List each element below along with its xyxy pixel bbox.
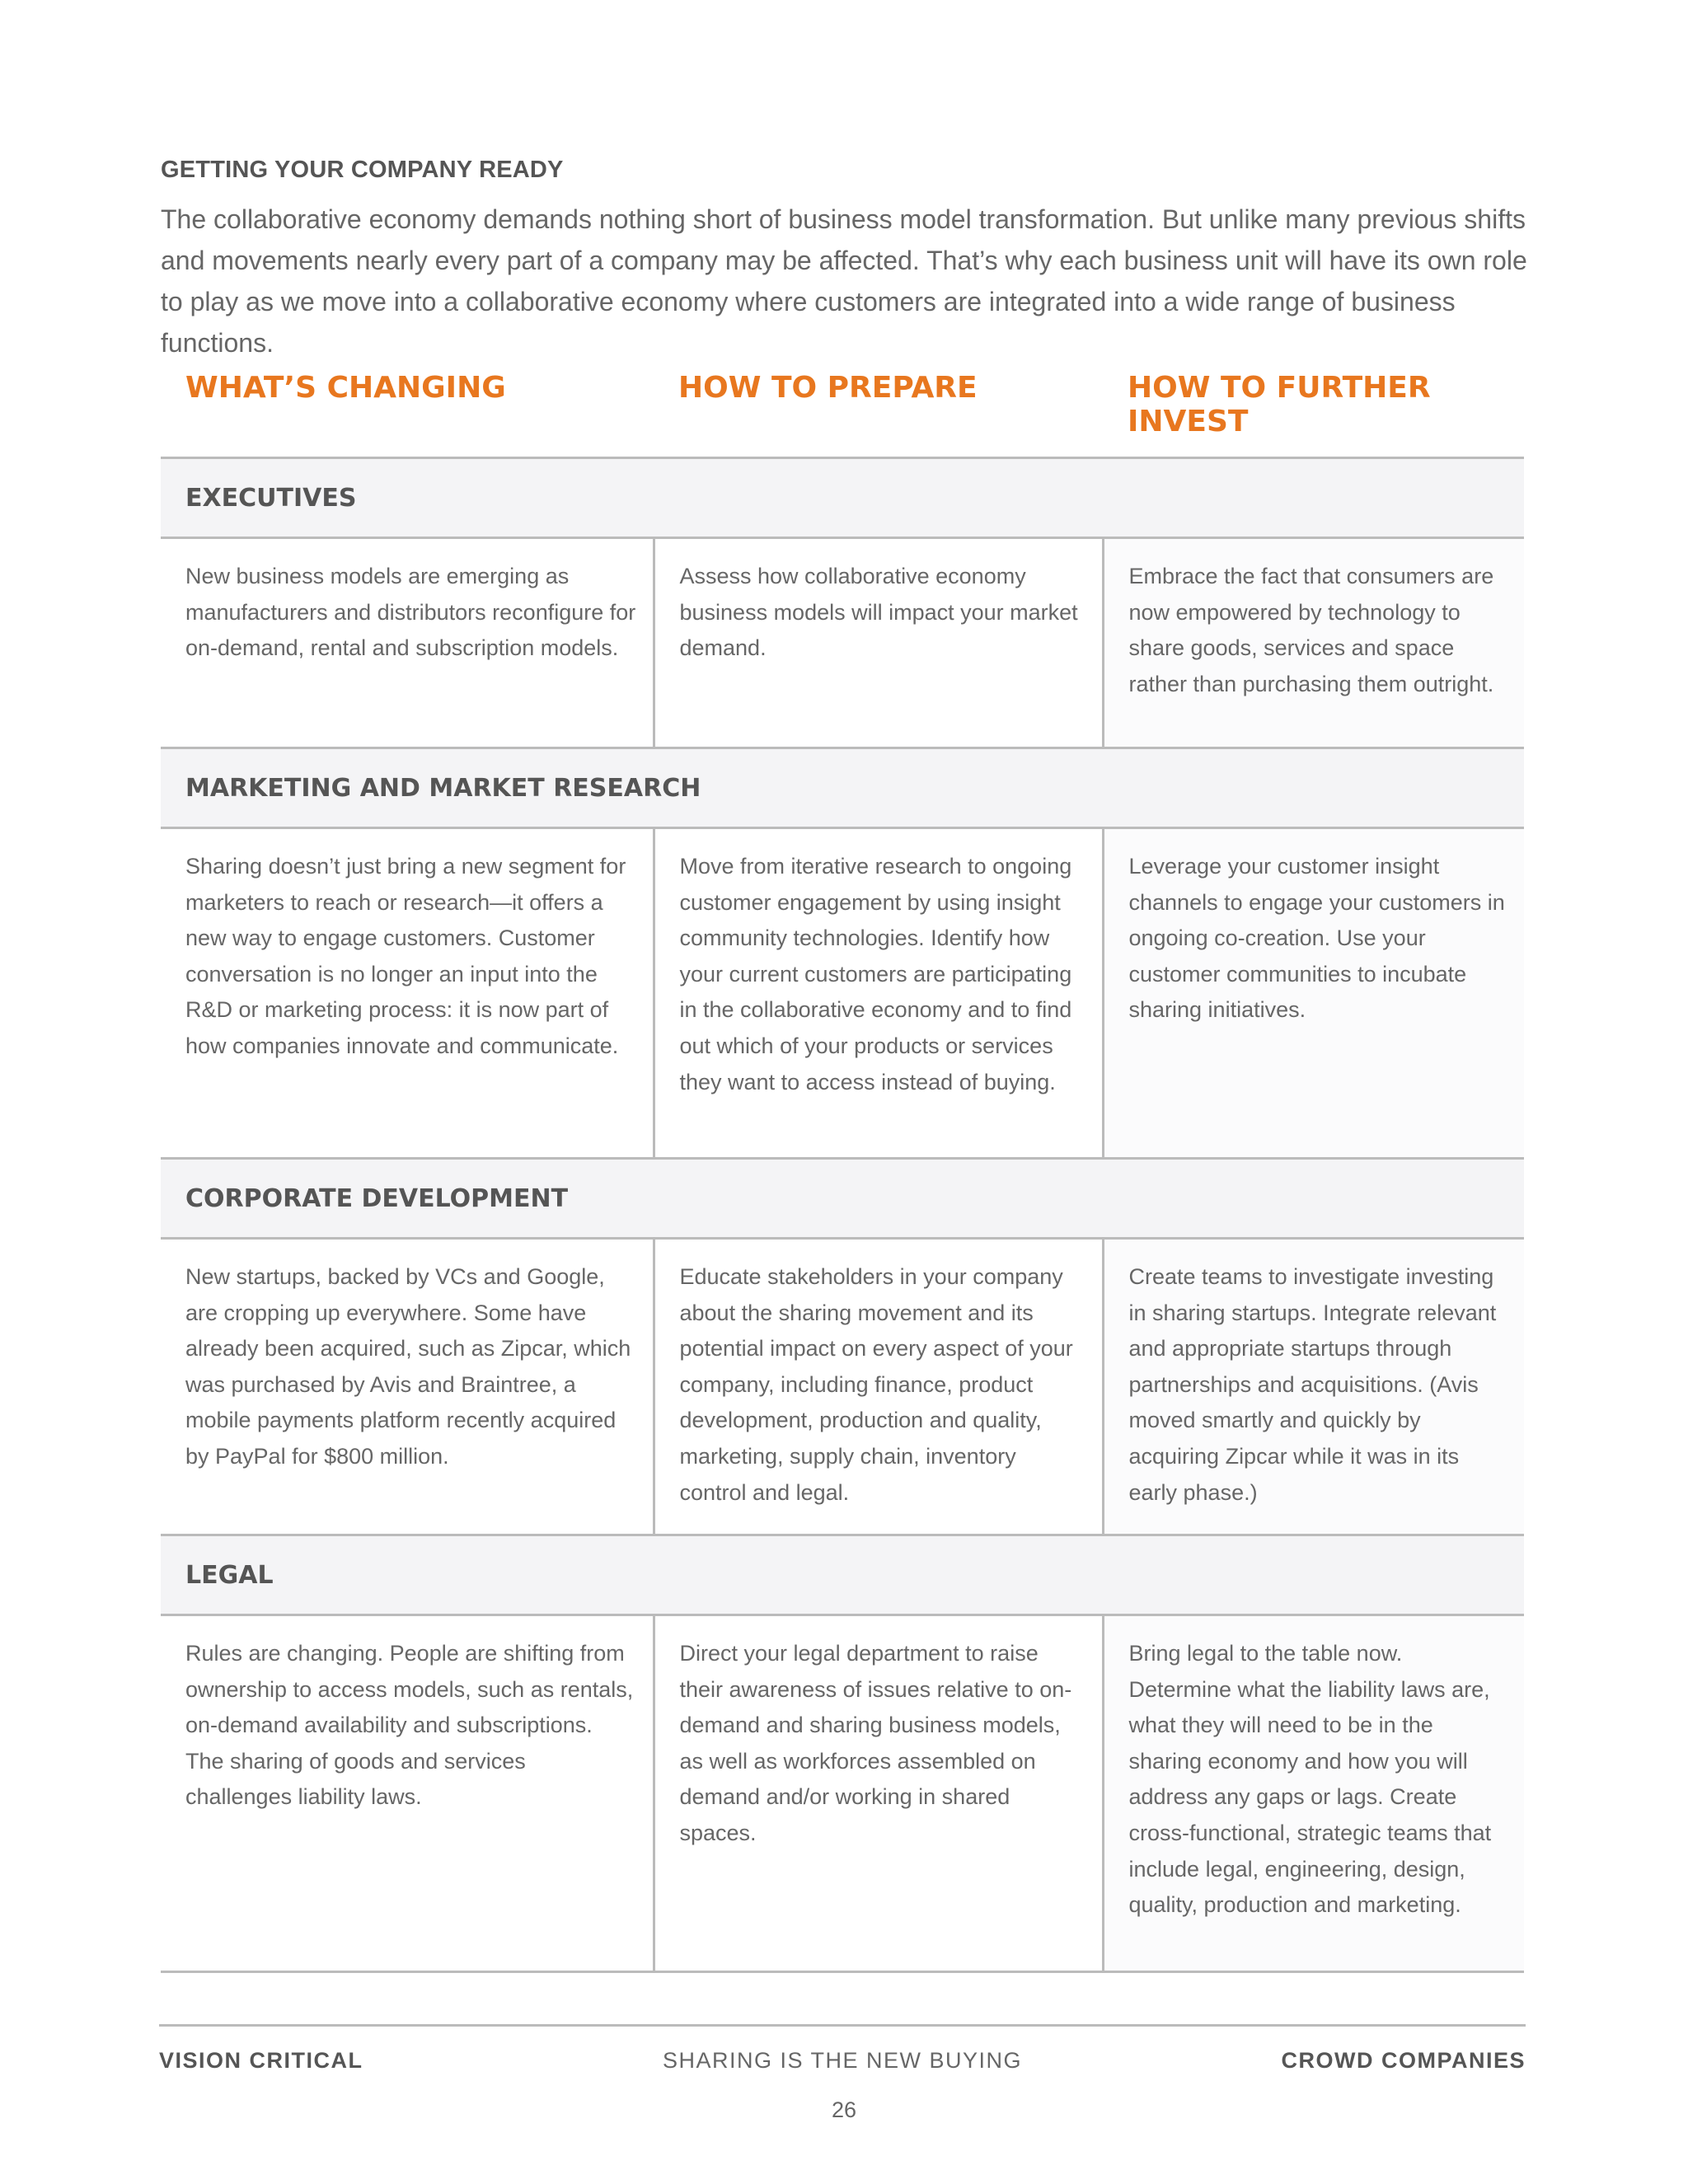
footer-divider [159, 2024, 1526, 2027]
cell-how-to-further-invest: Create teams to investigate investing in sharing startups. Integrate relevant and appropriate startups through partnerships and acquisitions. (Avis moved smartly and quickly by acquiring Zipcar while it was in its early phase.) [1103, 1239, 1524, 1535]
footer-left-text: VISION CRITICAL [159, 2048, 363, 2073]
table-row [161, 538, 1524, 748]
intro-body: The collaborative economy demands nothing short of business model transformation. But unlike many previous shifts and movements nearly every part of a company may be affected. That’s why each business unit will have its own role to play as we move into a collaborative economy where customers are integrated into a wide range of business functions. [161, 204, 1527, 358]
column-header-whats-changing: WHAT’S CHANGING [161, 363, 654, 458]
section-title-corporate-development: CORPORATE DEVELOPMENT [161, 1159, 1524, 1239]
cell-how-to-further-invest: Embrace the fact that consumers are now empowered by technology to share goods, services and space rather than purchasing them outright. [1103, 538, 1524, 748]
table-row [161, 1239, 1524, 1535]
footer-center-text: SHARING IS THE NEW BUYING [662, 2048, 1023, 2073]
cell-whats-changing: Sharing doesn’t just bring a new segment for marketers to reach or research—it offers a new way to engage customers. Customer conversation is no longer an input into the R&D or marketing process: it is now part of how companies innovate and communicate. [161, 828, 654, 1159]
section-title-executives: EXECUTIVES [161, 458, 1524, 538]
footer-right-text: CROWD COMPANIES [1281, 2048, 1526, 2073]
column-header-row [161, 363, 1524, 458]
table-row [161, 1615, 1524, 1972]
page-footer [159, 2048, 1526, 2081]
comparison-table [161, 363, 1524, 1973]
section-title-legal: LEGAL [161, 1535, 1524, 1615]
section-header-row [161, 748, 1524, 828]
cell-how-to-prepare: Assess how collaborative economy business models will impact your market demand. [654, 538, 1103, 748]
cell-how-to-further-invest: Leverage your customer insight channels to engage your customers in ongoing co-creation. Use your customer communities to incubate sharing initiatives. [1103, 828, 1524, 1159]
intro-title: GETTING YOUR COMPANY READY [161, 157, 564, 183]
cell-how-to-prepare: Educate stakeholders in your company about the sharing movement and its potential impact on every aspect of your company, including finance, product development, production and quality, marketing, supply chain, inventory control and legal. [654, 1239, 1103, 1535]
page-number: 26 [831, 2097, 857, 2122]
section-header-row [161, 458, 1524, 538]
section-header-row [161, 1159, 1524, 1239]
cell-how-to-prepare: Move from iterative research to ongoing customer engagement by using insight community technologies. Identify how your current customers are participating in the collaborative economy and to find out which of your products or services they want to access instead of buying. [654, 828, 1103, 1159]
cell-whats-changing: New business models are emerging as manufacturers and distributors reconfigure for on-demand, rental and subscription models. [161, 538, 654, 748]
column-header-how-to-further-invest: HOW TO FURTHER INVEST [1103, 363, 1524, 458]
column-header-how-to-prepare: HOW TO PREPARE [654, 363, 1103, 458]
cell-how-to-further-invest: Bring legal to the table now. Determine what the liability laws are, what they will need to be in the sharing economy and how you will address any gaps or lags. Create cross-functional, strategic teams that include legal, engineering, design, quality, production and marketing. [1103, 1615, 1524, 1972]
cell-whats-changing: Rules are changing. People are shifting from ownership to access models, such as rentals, on-demand availability and subscriptions. The sharing of goods and services challenges liability laws. [161, 1615, 654, 1972]
cell-whats-changing: New startups, backed by VCs and Google, are cropping up everywhere. Some have already been acquired, such as Zipcar, which was purchased by Avis and Braintree, a mobile payments platform recently acquired by PayPal for $800 million. [161, 1239, 654, 1535]
cell-how-to-prepare: Direct your legal department to raise their awareness of issues relative to on-demand and sharing business models, as well as workforces assembled on demand and/or working in shared spaces. [654, 1615, 1103, 1972]
intro [161, 157, 1529, 363]
section-title-marketing: MARKETING AND MARKET RESEARCH [161, 748, 1524, 828]
section-header-row [161, 1535, 1524, 1615]
table-row [161, 828, 1524, 1159]
